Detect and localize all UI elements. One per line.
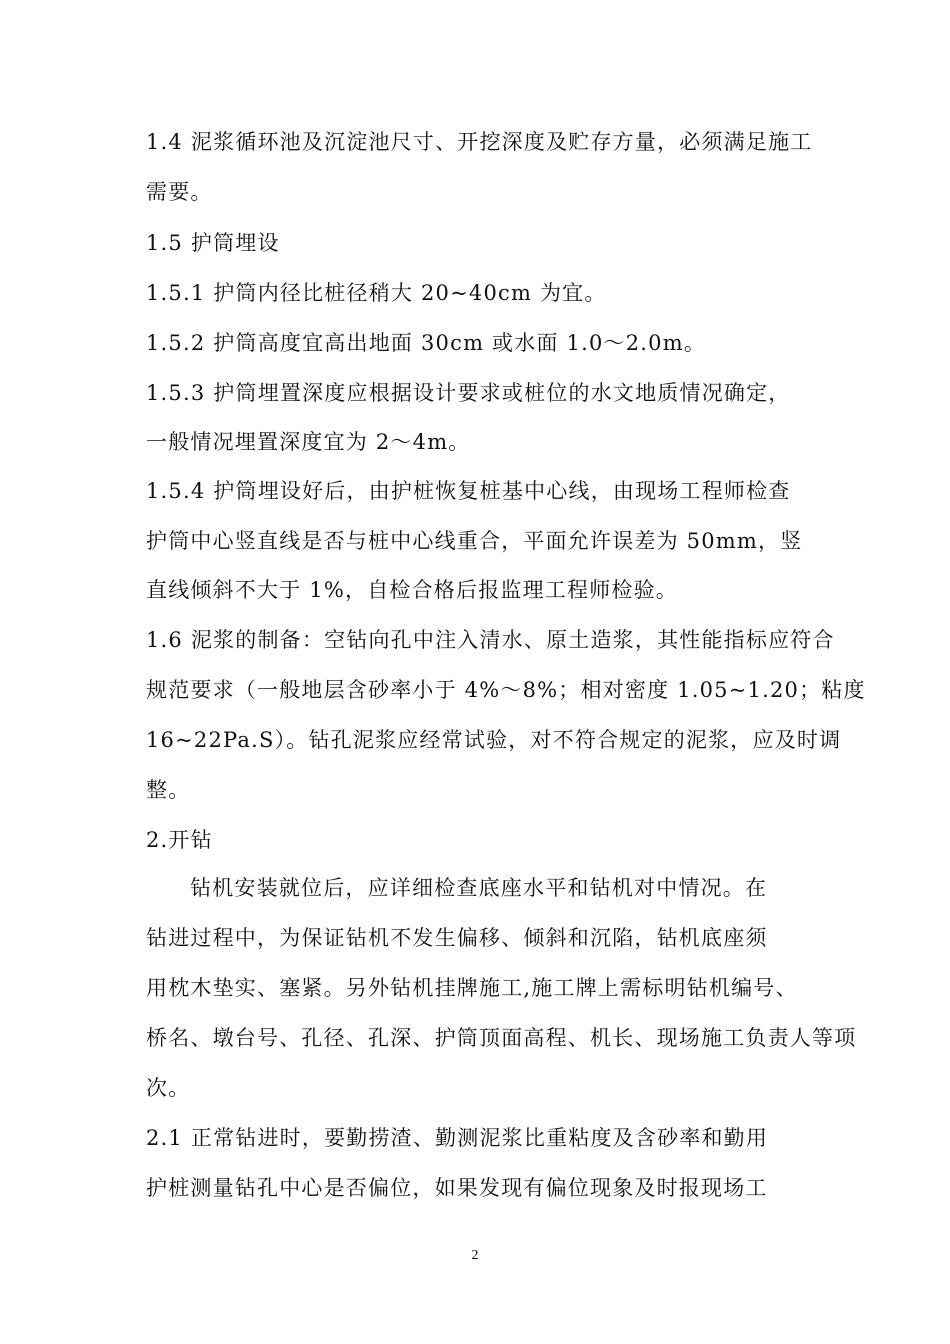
text-line: 1.4 泥浆循环池及沉淀池尺寸、开挖深度及贮存方量，必须满足施工 — [146, 130, 813, 154]
text-line: 护筒中心竖直线是否与桩中心线重合，平面允许误差为 50mm，竖 — [146, 529, 803, 553]
text-line: 一般情况埋置深度宜为 2～4m。 — [146, 430, 471, 454]
section-heading: 1.5 护筒埋设 — [146, 231, 280, 255]
text-line: 钻进过程中，为保证钻机不发生偏移、倾斜和沉陷，钻机底座须 — [146, 926, 768, 950]
text-line: 次。 — [146, 1076, 191, 1100]
text-line: 1.5.2 护筒高度宜高出地面 30cm 或水面 1.0～2.0m。 — [146, 331, 707, 355]
text-line: 规范要求（一般地层含砂率小于 4%～8%；相对密度 1.05~1.20；粘度 — [146, 678, 866, 702]
page-number: 2 — [471, 1248, 479, 1263]
text-line: 直线倾斜不大于 1%，自检合格后报监理工程师检验。 — [146, 578, 678, 602]
text-line: 1.5.4 护筒埋设好后，由护桩恢复桩基中心线，由现场工程师检查 — [146, 479, 791, 503]
text-line: 16~22Pa.S）。钻孔泥浆应经常试验，对不符合规定的泥浆，应及时调 — [146, 728, 842, 752]
text-line: 1.5.3 护筒埋置深度应根据设计要求或桩位的水文地质情况确定， — [146, 381, 791, 405]
text-line: 钻机安装就位后，应详细检查底座水平和钻机对中情况。在 — [190, 876, 768, 900]
text-line: 1.5.1 护筒内径比桩径稍大 20~40cm 为宜。 — [146, 281, 607, 305]
text-line: 用枕木垫实、塞紧。另外钻机挂牌施工,施工牌上需标明钻机编号、 — [146, 976, 798, 1000]
text-line: 整。 — [146, 778, 191, 802]
section-heading: 2.开钻 — [146, 828, 213, 852]
text-line: 需要。 — [146, 180, 213, 204]
text-line: 2.1 正常钻进时，要勤捞渣、勤测泥浆比重粘度及含砂率和勤用 — [146, 1126, 769, 1150]
text-line: 护桩测量钻孔中心是否偏位，如果发现有偏位现象及时报现场工 — [146, 1176, 768, 1200]
text-line: 1.6 泥浆的制备：空钻向孔中注入清水、原土造浆，其性能指标应符合 — [146, 628, 835, 652]
text-line: 桥名、墩台号、孔径、孔深、护筒顶面高程、机长、现场施工负责人等项 — [146, 1026, 857, 1050]
